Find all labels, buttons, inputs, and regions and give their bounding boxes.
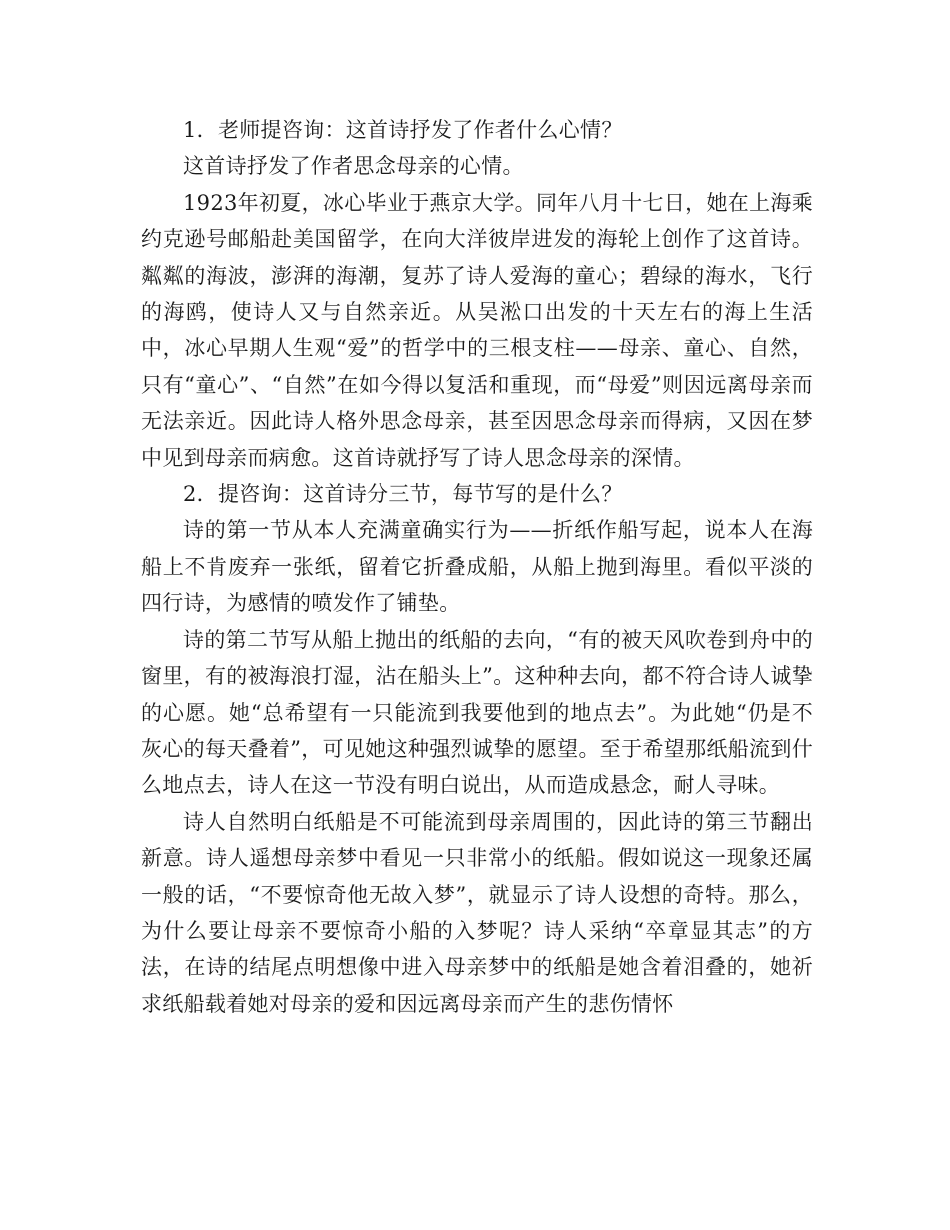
question-1: 1．老师提咨询：这首诗抒发了作者什么心情？	[183, 118, 623, 142]
document-page	[141, 112, 813, 1022]
stanza-1-paragraph: 诗的第一节从本人充满童确实行为——折纸作船写起，说本人在海船上不肯废弃一张纸，留着它折叠成船，从船上抛到海里。看似平淡的四行诗，为感情的喷发作了铺垫。	[141, 518, 813, 616]
stanza-2-paragraph: 诗的第二节写从船上抛出的纸船的去向，“有的被天风吹卷到舟中的窗里，有的被海浪打湿，沾在船头上”。这种种去向，都不符合诗人诚挚的心愿。她“总希望有一只能流到我要他到的地点去”。为此她“仍是不灰心的每天叠着”，可见她这种强烈诚挚的愿望。至于希望那纸船流到什么地点去，诗人在这一节没有明白说出，从而造成悬念，耐人寻味。	[141, 627, 813, 798]
background-paragraph: 1923年初夏，冰心毕业于燕京大学。同年八月十七日，她在上海乘约克逊号邮船赴美国留学，在向大洋彼岸进发的海轮上创作了这首诗。粼粼的海波，澎湃的海潮，复苏了诗人爱海的童心；碧绿的海水，飞行的海鸥，使诗人又与自然亲近。从吴淞口出发的十天左右的海上生活中，冰心早期人生观“爱”的哲学中的三根支柱——母亲、童心、自然，只有“童心”、“自然”在如今得以复活和重现，而“母爱”则因远离母亲而无法亲近。因此诗人格外思念母亲，甚至因思念母亲而得病，又因在梦中见到母亲而病愈。这首诗就抒写了诗人思念母亲的深情。	[141, 190, 813, 470]
answer-1: 这首诗抒发了作者思念母亲的心情。	[183, 154, 524, 179]
stanza-3-paragraph: 诗人自然明白纸船是不可能流到母亲周围的，因此诗的第三节翻出新意。诗人遥想母亲梦中看见一只非常小的纸船。假如说这一现象还属一般的话，“不要惊奇他无故入梦”，就显示了诗人设想的奇特。那么，为什么要让母亲不要惊奇小船的入梦呢？诗人采纳“卒章显其志”的方法，在诗的结尾点明想像中进入母亲梦中的纸船是她含着泪叠的，她祈求纸船载着她对母亲的爱和因远离母亲而产生的悲伤情怀	[141, 809, 813, 1016]
question-2: 2．提咨询：这首诗分三节，每节写的是什么？	[183, 482, 623, 507]
